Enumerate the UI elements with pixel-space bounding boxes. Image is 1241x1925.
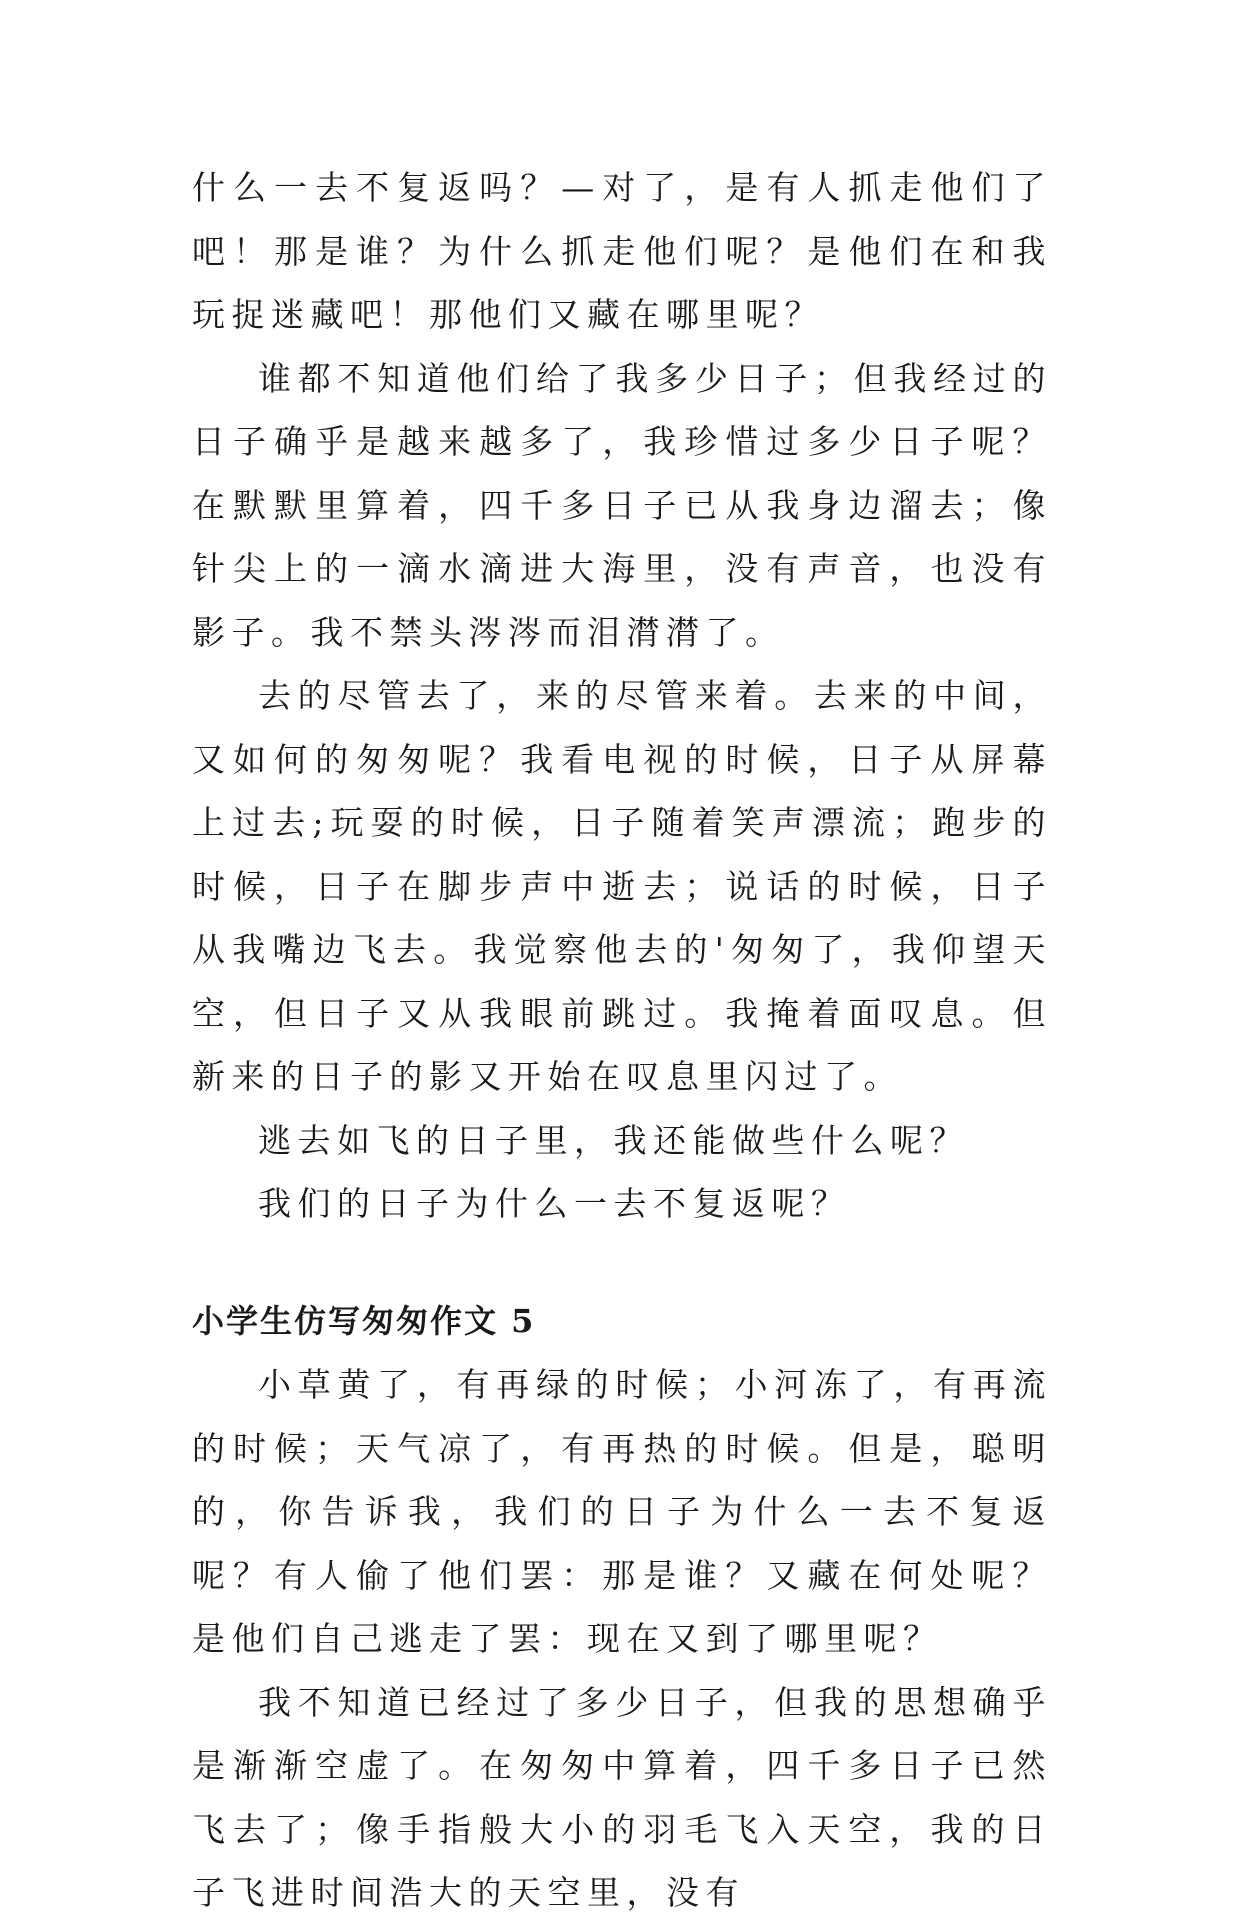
section-spacer [192,1236,1052,1290]
paragraph: 小草黄了，有再绿的时候；小河冻了，有再流的时候；天气凉了，有再热的时候。但是，聪明的，你告诉我，我们的日子为什么一去不复返呢？有人偷了他们罢：那是谁？又藏在何处呢？是他们自己逃走了罢：现在又到了哪里呢？ [192,1365,1052,1658]
section-title: 小学生仿写匆匆作文 5 [192,1301,536,1340]
paragraph: 逃去如飞的日子里，我还能做些什么呢？ [258,1120,969,1160]
document-body [192,156,1052,1925]
paragraph: 我不知道已经过了多少日子，但我的思想确乎是渐渐空虚了。在匆匆中算着，四千多日子已然飞去了；像手指般大小的羽毛飞入天空，我的日子飞进时间浩大的天空里，没有 [192,1682,1052,1912]
paragraph: 我们的日子为什么一去不复返呢？ [258,1184,851,1223]
paragraph: 谁都不知道他们给了我多少日子；但我经过的日子确乎是越来越多了，我珍惜过多少日子呢？在默默里算着，四千多日子已从我身边溜去；像针尖上的一滴水滴进大海里，没有声音，也没有影子。我不禁头涔涔而泪潸潸了。 [192,358,1052,652]
paragraph-continued: 什么一去不复返吗？—对了，是有人抓走他们了吧！那是谁？为什么抓走他们呢？是他们在和我玩捉迷藏吧！那他们又藏在哪里呢？ [192,168,1052,334]
paragraph: 去的尽管去了，来的尽管来着。去来的中间，又如何的匆匆呢？我看电视的时候，日子从屏幕上过去;玩耍的时候，日子随着笑声漂流；跑步的时候，日子在脚步声中逝去；说话的时候，日子从我嘴边飞去。我觉察他去的'匆匆了，我仰望天空，但日子又从我眼前跳过。我掩着面叹息。但新来的日子的影又开始在叹息里闪过了。 [192,676,1052,1096]
